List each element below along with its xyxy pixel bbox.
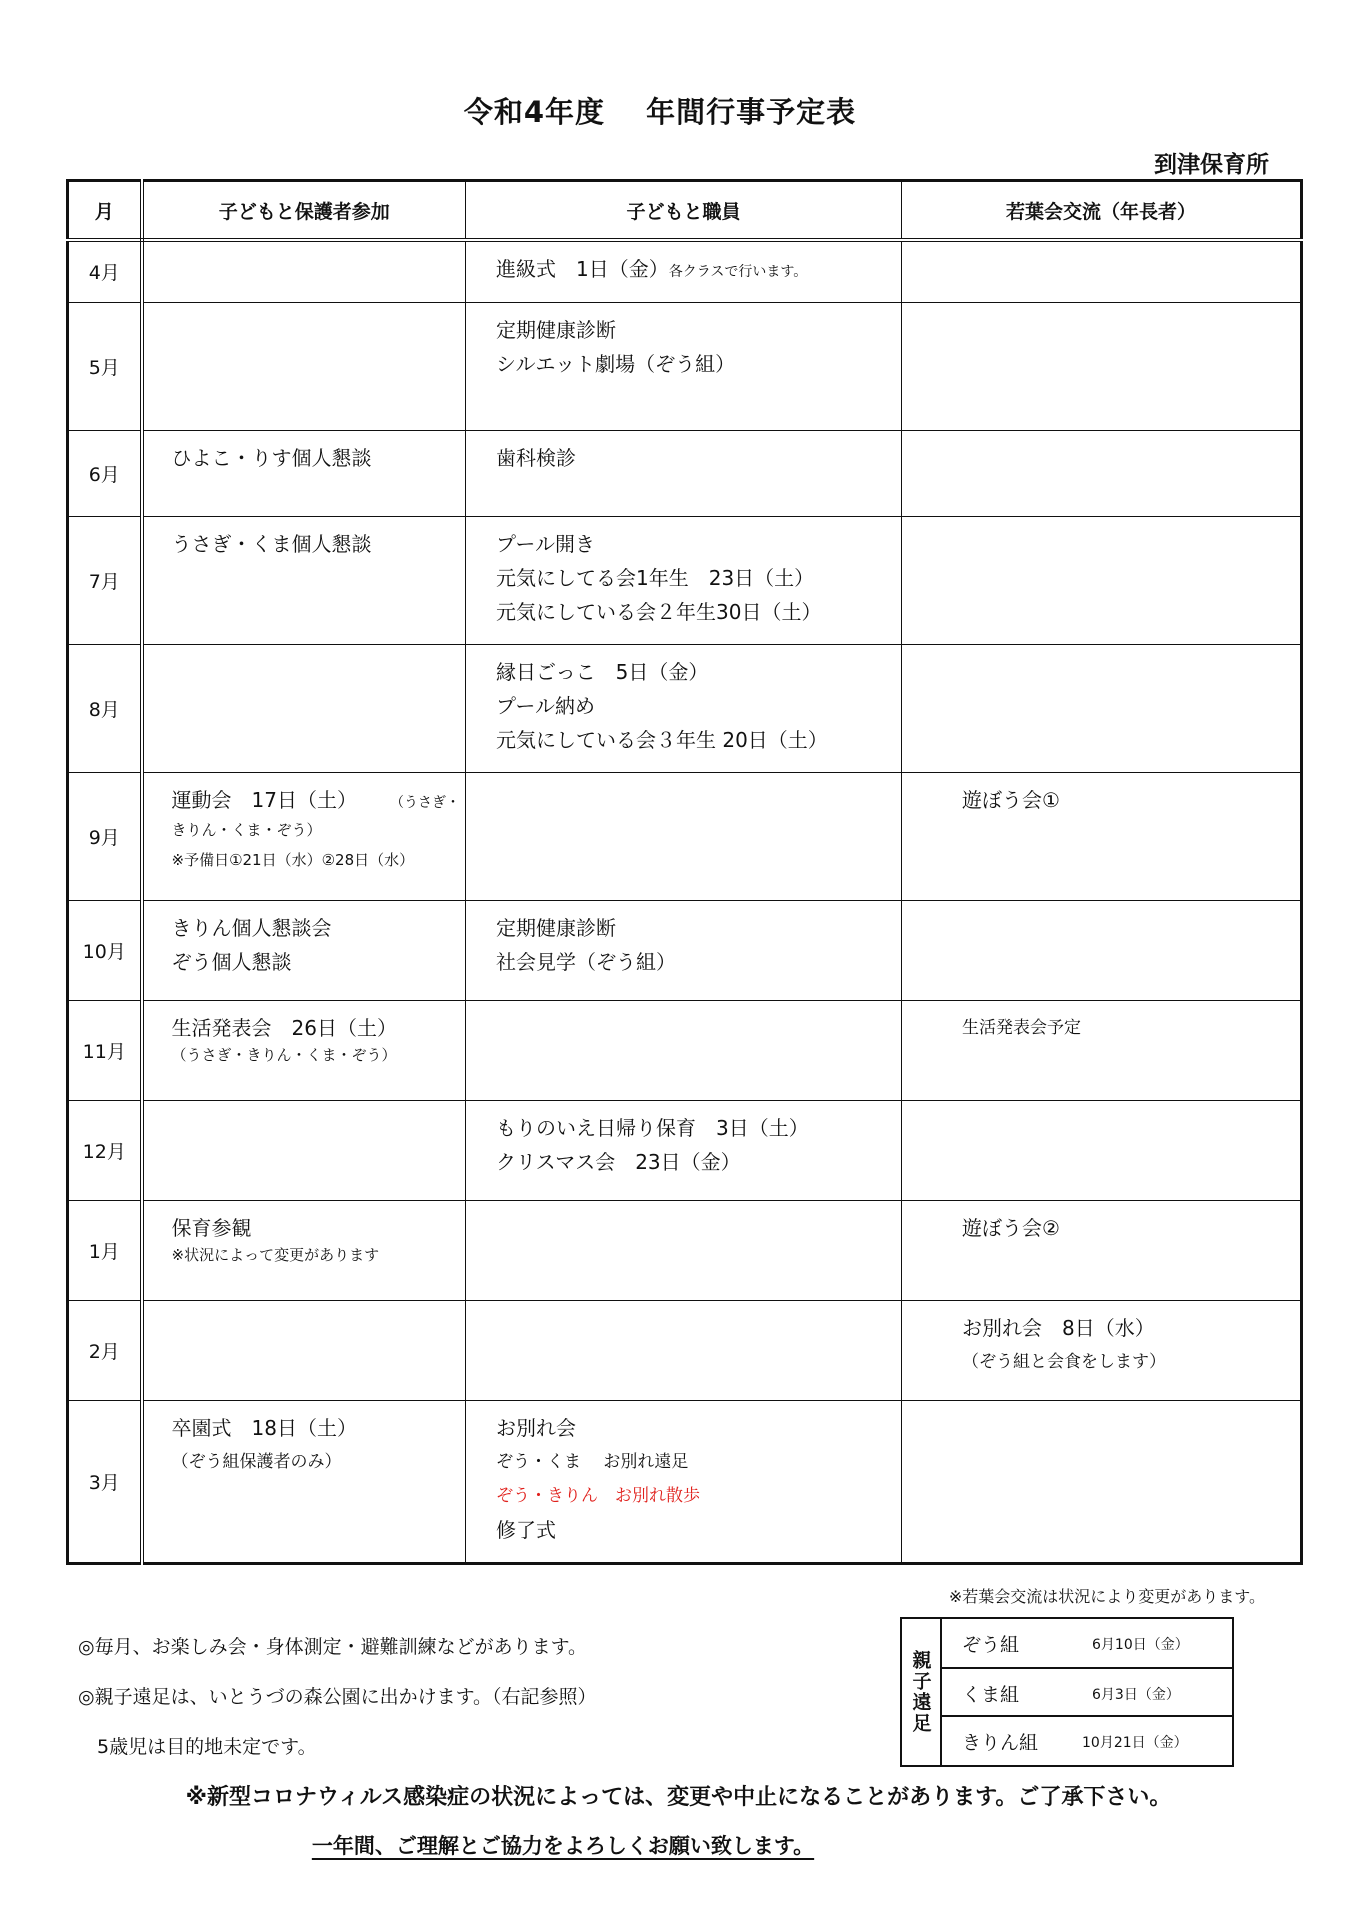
event-line: [496, 655, 901, 689]
cell-content: [902, 1001, 1300, 1045]
event-line: [172, 1411, 466, 1445]
event-text: 生活発表会 26日（土）: [171, 1015, 397, 1040]
cell-content: [144, 242, 466, 252]
corona-notice: ※新型コロナウィルス感染症の状況によっては、変更や中止になることがあります。ご了承下さい。: [185, 1785, 1172, 1810]
table-row: [68, 900, 1302, 1000]
table-row: [68, 772, 1302, 900]
excursion-date: 6月3日（金）: [1092, 1687, 1180, 1703]
wakaba-note: ※若葉会交流は状況により変更があります。: [948, 1587, 1265, 1606]
staff-cell: [466, 1000, 902, 1100]
event-text: ひよこ・りす個人懇談: [171, 445, 372, 470]
event-text: うさぎ・くま個人懇談: [171, 531, 372, 556]
staff-cell: [466, 644, 902, 772]
cell-content: [466, 1401, 901, 1547]
event-line: [496, 1513, 901, 1547]
cell-content: [144, 1301, 466, 1311]
column-header-wakaba: 若葉会交流（年長者）: [902, 181, 1302, 241]
event-text: クリスマス会 23日（金）: [496, 1149, 741, 1174]
excursion-date: 6月10日（金）: [1092, 1637, 1189, 1653]
parents-cell: [142, 772, 466, 900]
excursion-class: きりん組: [962, 1732, 1039, 1754]
event-line: 生活発表会予定: [962, 1017, 1081, 1038]
month-cell: 8月: [68, 644, 142, 772]
event-line: [496, 1411, 901, 1445]
page-title: 令和4年度 年間行事予定表: [463, 95, 857, 129]
event-line: [172, 527, 466, 561]
event-line: [496, 595, 901, 629]
cell-content: [466, 1001, 901, 1011]
staff-cell: [466, 1400, 902, 1563]
cell-content: [902, 431, 1300, 441]
parents-cell: [142, 1300, 466, 1400]
event-text: 定期健康診断: [496, 915, 616, 940]
table-row: [68, 1400, 1302, 1563]
cell-content: [902, 1301, 1300, 1379]
table-row: [68, 516, 1302, 644]
table-row: [68, 1300, 1302, 1400]
event-line: [172, 441, 466, 475]
event-line: [962, 1311, 1300, 1345]
month-cell: 7月: [68, 516, 142, 644]
event-line: （ぞう組と会食をします）: [962, 1351, 1166, 1372]
event-line: [496, 723, 901, 757]
wakaba-cell: [902, 644, 1302, 772]
cell-content: [466, 517, 901, 629]
cell-content: [902, 901, 1300, 911]
excursion-row: [942, 1715, 1232, 1765]
event-text: 保育参観: [171, 1215, 252, 1240]
event-line: [496, 561, 901, 595]
cell-content: [144, 645, 466, 655]
table-row: [68, 240, 1302, 302]
month-cell: 1月: [68, 1200, 142, 1300]
parents-cell: [142, 240, 466, 302]
event-text: 歯科検診: [496, 445, 576, 470]
excursion-row: [942, 1667, 1232, 1717]
event-text: きりん個人懇談会: [171, 915, 332, 940]
parents-cell: [142, 1100, 466, 1200]
event-line: [496, 441, 901, 475]
event-text: ぞう個人懇談: [171, 949, 292, 974]
event-line: [496, 945, 901, 979]
event-line: [496, 1145, 901, 1179]
cell-content: [466, 1101, 901, 1179]
event-line: [172, 1211, 466, 1245]
closing-message: 一年間、ご理解とご協力をよろしくお願い致します。: [311, 1834, 815, 1858]
event-line: [962, 783, 1300, 817]
table-row: [68, 1200, 1302, 1300]
month-cell: 6月: [68, 430, 142, 516]
column-header-parents: 子どもと保護者参加: [142, 181, 466, 241]
wakaba-cell: [902, 516, 1302, 644]
cell-content: [144, 1001, 466, 1065]
event-text: もりのいえ日帰り保育 3日（土）: [496, 1115, 809, 1140]
cell-content: [466, 1301, 901, 1311]
event-text: 社会見学（ぞう組）: [496, 949, 676, 974]
event-text: 遊ぼう会②: [962, 1215, 1060, 1240]
event-line: ぞう・くま お別れ遠足: [496, 1451, 689, 1472]
month-cell: 12月: [68, 1100, 142, 1200]
cell-content: [902, 242, 1300, 252]
event-line: [496, 313, 901, 347]
event-text: 縁日ごっこ 5日（金）: [496, 659, 709, 684]
staff-cell: [466, 1100, 902, 1200]
table-row: [68, 1000, 1302, 1100]
event-text: 遊ぼう会①: [962, 787, 1060, 812]
event-text: 修了式: [496, 1517, 556, 1542]
table-row: [68, 430, 1302, 516]
event-text: 元気にしてる会1年生 23日（土）: [496, 565, 815, 590]
excursion-class: ぞう組: [962, 1634, 1020, 1656]
wakaba-cell: [902, 240, 1302, 302]
event-text: お別れ会 8日（水）: [962, 1315, 1155, 1340]
event-line: [962, 1211, 1300, 1245]
event-line: [172, 1011, 466, 1045]
cell-content: [144, 901, 466, 979]
month-cell: 5月: [68, 302, 142, 430]
month-cell: 10月: [68, 900, 142, 1000]
staff-cell: [466, 430, 902, 516]
event-line: ※状況によって変更があります: [171, 1245, 380, 1264]
parents-cell: [142, 1000, 466, 1100]
staff-cell: [466, 1200, 902, 1300]
month-cell: 9月: [68, 772, 142, 900]
table-body: [68, 240, 1302, 1563]
event-line: （ぞう組保護者のみ）: [171, 1451, 342, 1472]
event-text: 定期健康診断: [496, 317, 616, 342]
school-name: 到津保育所: [1154, 152, 1269, 178]
event-line: [496, 347, 901, 381]
cell-content: [902, 303, 1300, 313]
column-header-month: 月: [68, 181, 142, 241]
cell-content: [144, 1101, 466, 1111]
event-text: 元気にしている会３年生 20日（土）: [496, 727, 828, 752]
cell-content: [466, 645, 901, 757]
note-monthly-events: ◎毎月、お楽しみ会・身体測定・避難訓練などがあります。: [78, 1636, 588, 1658]
wakaba-cell: [902, 1100, 1302, 1200]
wakaba-cell: [902, 1000, 1302, 1100]
cell-content: [902, 1101, 1300, 1111]
staff-cell: [466, 302, 902, 430]
event-line: [172, 911, 466, 945]
event-line: きりん・くま・ぞう）: [171, 820, 322, 839]
excursion-date: 10月21日（金）: [1082, 1735, 1188, 1751]
month-cell: 2月: [68, 1300, 142, 1400]
parents-cell: [142, 516, 466, 644]
event-line: [496, 911, 901, 945]
cell-content: [902, 1201, 1300, 1245]
event-line: [172, 783, 466, 820]
wakaba-cell: [902, 430, 1302, 516]
cell-content: [144, 517, 466, 561]
cell-content: [902, 773, 1300, 817]
parents-cell: [142, 430, 466, 516]
event-line: ぞう・きりん お別れ散歩: [496, 1485, 700, 1506]
event-line: ※予備日①21日（水）②28日（水）: [171, 850, 415, 869]
cell-content: [466, 242, 901, 289]
cell-content: [466, 773, 901, 783]
table-row: [68, 1100, 1302, 1200]
event-text: プール開き: [496, 531, 595, 556]
cell-content: [902, 645, 1300, 655]
cell-content: [902, 1401, 1300, 1411]
event-line: [496, 689, 901, 723]
staff-cell: [466, 1300, 902, 1400]
family-excursion-label: 親子遠足: [902, 1619, 942, 1765]
parents-cell: [142, 900, 466, 1000]
event-line: （うさぎ・きりん・くま・ぞう）: [171, 1045, 397, 1064]
staff-cell: [466, 772, 902, 900]
event-subtext: 各クラスで行います。: [668, 264, 808, 280]
note-five-year-olds: 5歳児は目的地未定です。: [78, 1736, 317, 1758]
table-row: [68, 644, 1302, 772]
month-cell: 11月: [68, 1000, 142, 1100]
month-cell: 4月: [68, 240, 142, 302]
cell-content: [144, 303, 466, 313]
staff-cell: [466, 240, 902, 302]
event-text: 進級式 1日（金）: [496, 257, 669, 281]
cell-content: [466, 901, 901, 979]
event-line: [172, 945, 466, 979]
event-line: [496, 527, 901, 561]
event-text: 卒園式 18日（土）: [171, 1415, 357, 1440]
event-text: プール納め: [496, 693, 595, 718]
cell-content: [144, 1201, 466, 1265]
event-text: シルエット劇場（ぞう組）: [496, 351, 736, 376]
event-text: 運動会 17日（土）: [171, 787, 357, 812]
excursion-class: くま組: [962, 1684, 1020, 1706]
event-text: 元気にしている会２年生30日（土）: [496, 599, 822, 624]
table-row: [68, 302, 1302, 430]
parents-cell: [142, 302, 466, 430]
parents-cell: [142, 644, 466, 772]
cell-content: [902, 517, 1300, 527]
wakaba-cell: [902, 1300, 1302, 1400]
parents-cell: [142, 1400, 466, 1563]
family-excursion-box: [900, 1617, 1234, 1767]
cell-content: [466, 1201, 901, 1211]
wakaba-cell: [902, 900, 1302, 1000]
wakaba-cell: [902, 772, 1302, 900]
event-line: [496, 1111, 901, 1145]
parents-cell: [142, 1200, 466, 1300]
note-family-excursion: ◎親子遠足は、いとうづの森公園に出かけます。（右記参照）: [78, 1686, 597, 1708]
table-header-row: [68, 181, 1302, 241]
wakaba-cell: [902, 1200, 1302, 1300]
cell-content: [466, 431, 901, 475]
month-cell: 3月: [68, 1400, 142, 1563]
event-line: [496, 252, 901, 289]
column-header-staff: 子どもと職員: [466, 181, 902, 241]
cell-content: [144, 431, 466, 475]
cell-content: [144, 773, 466, 870]
schedule-table: [66, 179, 1303, 1565]
cell-content: [466, 303, 901, 381]
staff-cell: [466, 516, 902, 644]
wakaba-cell: [902, 302, 1302, 430]
wakaba-cell: [902, 1400, 1302, 1563]
staff-cell: [466, 900, 902, 1000]
event-text: お別れ会: [496, 1415, 576, 1440]
cell-content: [144, 1401, 466, 1479]
excursion-row: [942, 1619, 1232, 1667]
event-subtext: （うさぎ・: [396, 794, 460, 811]
